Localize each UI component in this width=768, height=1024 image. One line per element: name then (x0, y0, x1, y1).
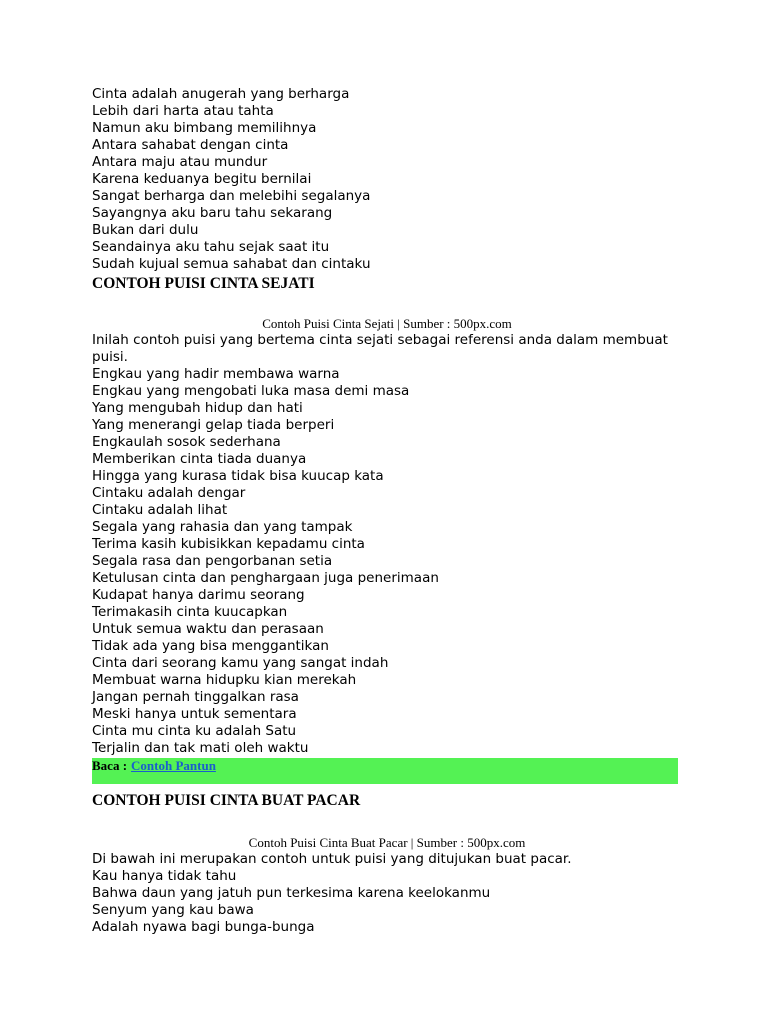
poem-3 (92, 868, 682, 936)
poem-line: Cintaku adalah lihat (92, 502, 228, 518)
poem-line: Hingga yang kurasa tidak bisa kuucap kata (92, 468, 384, 484)
image-caption: Contoh Puisi Cinta Sejati | Sumber : 500px.com (262, 316, 512, 331)
poem-line: Engkau yang mengobati luka masa demi masa (92, 383, 410, 399)
poem-line: Membuat warna hidupku kian merekah (92, 672, 357, 688)
contoh-pantun-link[interactable]: Contoh Pantun (131, 758, 216, 773)
poem-line: Sangat berharga dan melebihi segalanya (92, 188, 371, 204)
image-placeholder (92, 811, 682, 835)
poem-line: Memberikan cinta tiada duanya (92, 451, 307, 467)
poem-line: Karena keduanya begitu bernilai (92, 171, 312, 187)
poem-line: Cinta dari seorang kamu yang sangat indah (92, 655, 389, 671)
poem-line: Untuk semua waktu dan perasaan (92, 621, 324, 637)
section-heading-cinta-sejati: CONTOH PUISI CINTA SEJATI (92, 275, 315, 292)
poem-line: Namun aku bimbang memilihnya (92, 120, 317, 136)
poem-line: Terimakasih cinta kuucapkan (92, 604, 288, 620)
poem-line: Cinta adalah anugerah yang berharga (92, 86, 350, 102)
image-placeholder (92, 294, 682, 316)
poem-line: Sudah kujual semua sahabat dan cintaku (92, 256, 371, 272)
poem-line: Ketulusan cinta dan penghargaan juga penerimaan (92, 570, 439, 586)
poem-line: Senyum yang kau bawa (92, 902, 254, 918)
poem-line: Meski hanya untuk sementara (92, 706, 297, 722)
poem-line: Jangan pernah tinggalkan rasa (92, 689, 299, 705)
poem-line: Kudapat hanya darimu seorang (92, 587, 305, 603)
poem-line: Cinta mu cinta ku adalah Satu (92, 723, 297, 739)
poem-line: Bahwa daun yang jatuh pun terkesima karena keelokanmu (92, 885, 491, 901)
poem-line: Adalah nyawa bagi bunga-bunga (92, 919, 315, 935)
poem-line: Engkau yang hadir membawa warna (92, 366, 340, 382)
poem-line: Kau hanya tidak tahu (92, 868, 237, 884)
poem-line: Engkaulah sosok sederhana (92, 434, 281, 450)
baca-callout (92, 758, 678, 784)
image-caption: Contoh Puisi Cinta Buat Pacar | Sumber : 500px.com (248, 835, 526, 850)
poem-line: Cintaku adalah dengar (92, 485, 246, 501)
poem-line: Terjalin dan tak mati oleh waktu (92, 740, 309, 756)
poem-line: Yang mengubah hidup dan hati (92, 400, 303, 416)
poem-line: Antara sahabat dengan cinta (92, 137, 289, 153)
section-intro: Di bawah ini merupakan contoh untuk puisi yang ditujukan buat pacar. (92, 851, 572, 867)
poem-line: Yang menerangi gelap tiada berperi (92, 417, 335, 433)
document-body (92, 86, 682, 936)
poem-1 (92, 86, 682, 273)
poem-line: Sayangnya aku baru tahu sekarang (92, 205, 333, 221)
section-heading-buat-pacar: CONTOH PUISI CINTA BUAT PACAR (92, 792, 361, 809)
section-intro: Inilah contoh puisi yang bertema cinta sejati sebagai referensi anda dalam membuat puisi. (92, 332, 668, 365)
poem-line: Bukan dari dulu (92, 222, 199, 238)
poem-2 (92, 366, 682, 757)
baca-label: Baca : (92, 758, 128, 773)
poem-line: Segala yang rahasia dan yang tampak (92, 519, 353, 535)
poem-line: Lebih dari harta atau tahta (92, 103, 274, 119)
poem-line: Seandainya aku tahu sejak saat itu (92, 239, 330, 255)
poem-line: Tidak ada yang bisa menggantikan (92, 638, 329, 654)
poem-line: Antara maju atau mundur (92, 154, 268, 170)
poem-line: Segala rasa dan pengorbanan setia (92, 553, 333, 569)
poem-line: Terima kasih kubisikkan kepadamu cinta (92, 536, 365, 552)
